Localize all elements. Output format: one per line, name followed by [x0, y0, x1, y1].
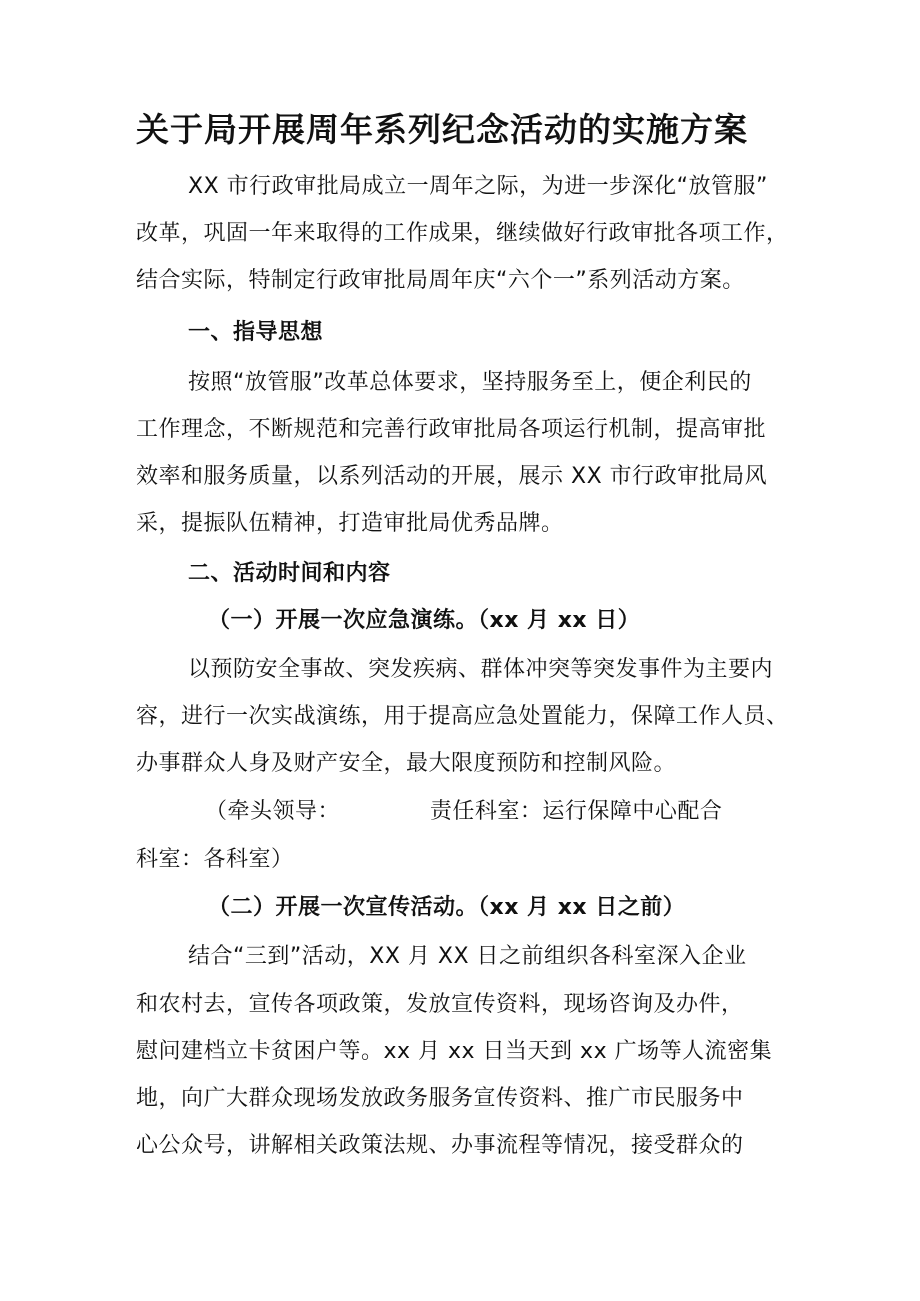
responsibility-line: 科室：各科室） [136, 847, 294, 872]
responsibility-line: （牵头领导： 责任科室：运行保障中心配合 [205, 799, 723, 824]
section-heading: 一、指导思想 [188, 320, 324, 345]
subsection-heading: （一）开展一次应急演练。（xx 月 xx 日） [208, 608, 641, 633]
paragraph-line: 结合“三到”活动，XX 月 XX 日之前组织各科室深入企业 [188, 944, 747, 969]
intro-line: 结合实际，特制定行政审批局周年庆“六个一”系列活动方案。 [136, 268, 745, 293]
paragraph-line: 地，向广大群众现场发放政务服务宣传资料、推广市民服务中 [136, 1086, 744, 1111]
paragraph-line: 慰问建档立卡贫困户等。xx 月 xx 日当天到 xx 广场等人流密集 [136, 1039, 773, 1064]
paragraph-line: 和农村去，宣传各项政策，发放宣传资料，现场咨询及办件， [136, 992, 744, 1017]
section-heading: 二、活动时间和内容 [188, 561, 391, 586]
document-title: 关于局开展周年系列纪念活动的实施方案 [136, 110, 748, 149]
paragraph-line: 效率和服务质量，以系列活动的开展，展示 XX 市行政审批局风 [136, 464, 768, 489]
intro-line: XX 市行政审批局成立一周年之际，为进一步深化“放管服” [188, 174, 768, 199]
paragraph-line: 工作理念，不断规范和完善行政审批局各项运行机制，提高审批 [136, 417, 767, 442]
subsection-heading: （二）开展一次宣传活动。（xx 月 xx 日之前） [208, 895, 686, 920]
paragraph-line: 以预防安全事故、突发疾病、群体冲突等突发事件为主要内 [188, 657, 774, 682]
intro-line: 改革，巩固一年来取得的工作成果，继续做好行政审批各项工作， [136, 221, 789, 246]
paragraph-line: 按照“放管服”改革总体要求，坚持服务至上，便企利民的 [188, 370, 752, 395]
paragraph-line: 办事群众人身及财产安全，最大限度预防和控制风险。 [136, 751, 677, 776]
paragraph-line: 容，进行一次实战演练，用于提高应急处置能力，保障工作人员、 [136, 704, 789, 729]
paragraph-line: 采，提振队伍精神，打造审批局优秀品牌。 [136, 511, 564, 536]
paragraph-line: 心公众号，讲解相关政策法规、办事流程等情况，接受群众的 [136, 1133, 744, 1158]
